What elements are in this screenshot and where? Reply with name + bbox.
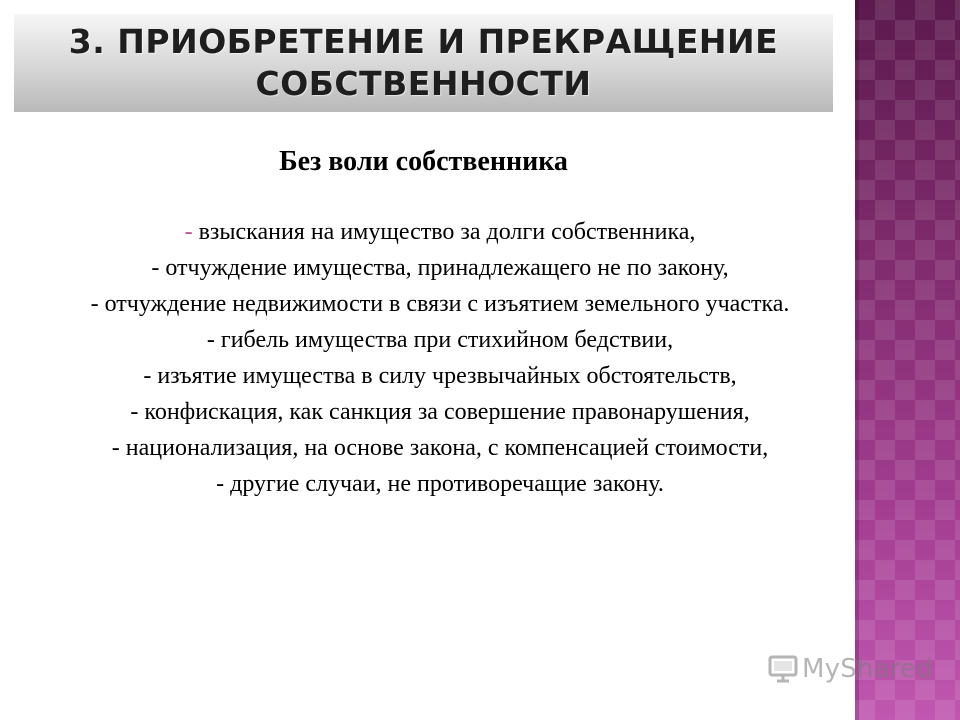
list-item-text: изъятие имущества в силу чрезвычайных обстоятельств,	[157, 363, 737, 389]
title-banner	[14, 14, 833, 112]
list-dash: -	[143, 363, 158, 389]
list-dash: -	[216, 471, 231, 497]
list-item-text: отчуждение недвижимости в связи с изъятием земельного участка.	[104, 291, 790, 317]
slide-title	[69, 21, 778, 105]
list-dash: -	[130, 399, 145, 425]
decorative-side-panel	[855, 0, 960, 720]
list-item-text: отчуждение имущества, принадлежащего не по закону,	[165, 255, 729, 281]
list-item	[20, 214, 860, 250]
list-item	[20, 430, 860, 466]
list-dash: -	[206, 327, 221, 353]
list-item-text: взыскания на имущество за долги собственника,	[198, 219, 696, 245]
list-item	[20, 286, 860, 322]
slide-title-line-1: 3. ПРИОБРЕТЕНИЕ И ПРЕКРАЩЕНИЕ	[68, 22, 779, 61]
list-item	[20, 394, 860, 430]
watermark	[768, 654, 933, 684]
list-dash: -	[151, 255, 166, 281]
projector-screen-icon	[768, 654, 798, 684]
slide-subtitle: Без воли собственника	[279, 146, 568, 177]
list-dash: -	[111, 435, 126, 461]
list-item-text: национализация, на основе закона, с компенсацией стоимости,	[125, 435, 769, 461]
list-item-text: другие случаи, не противоречащие закону.	[230, 471, 664, 497]
list-dash: -	[184, 219, 199, 245]
list-item	[20, 466, 860, 502]
list-item-text: конфискация, как санкция за совершение правонарушения,	[144, 399, 750, 425]
list-item	[20, 322, 860, 358]
watermark-text: MyShared	[802, 654, 933, 684]
list-item	[20, 250, 860, 286]
list-dash: -	[90, 291, 105, 317]
list-item-text: гибель имущества при стихийном бедствии,	[220, 327, 674, 353]
slide-title-line-2: СОБСТВЕННОСТИ	[255, 64, 592, 103]
list-item	[20, 358, 860, 394]
content-list	[20, 214, 860, 502]
